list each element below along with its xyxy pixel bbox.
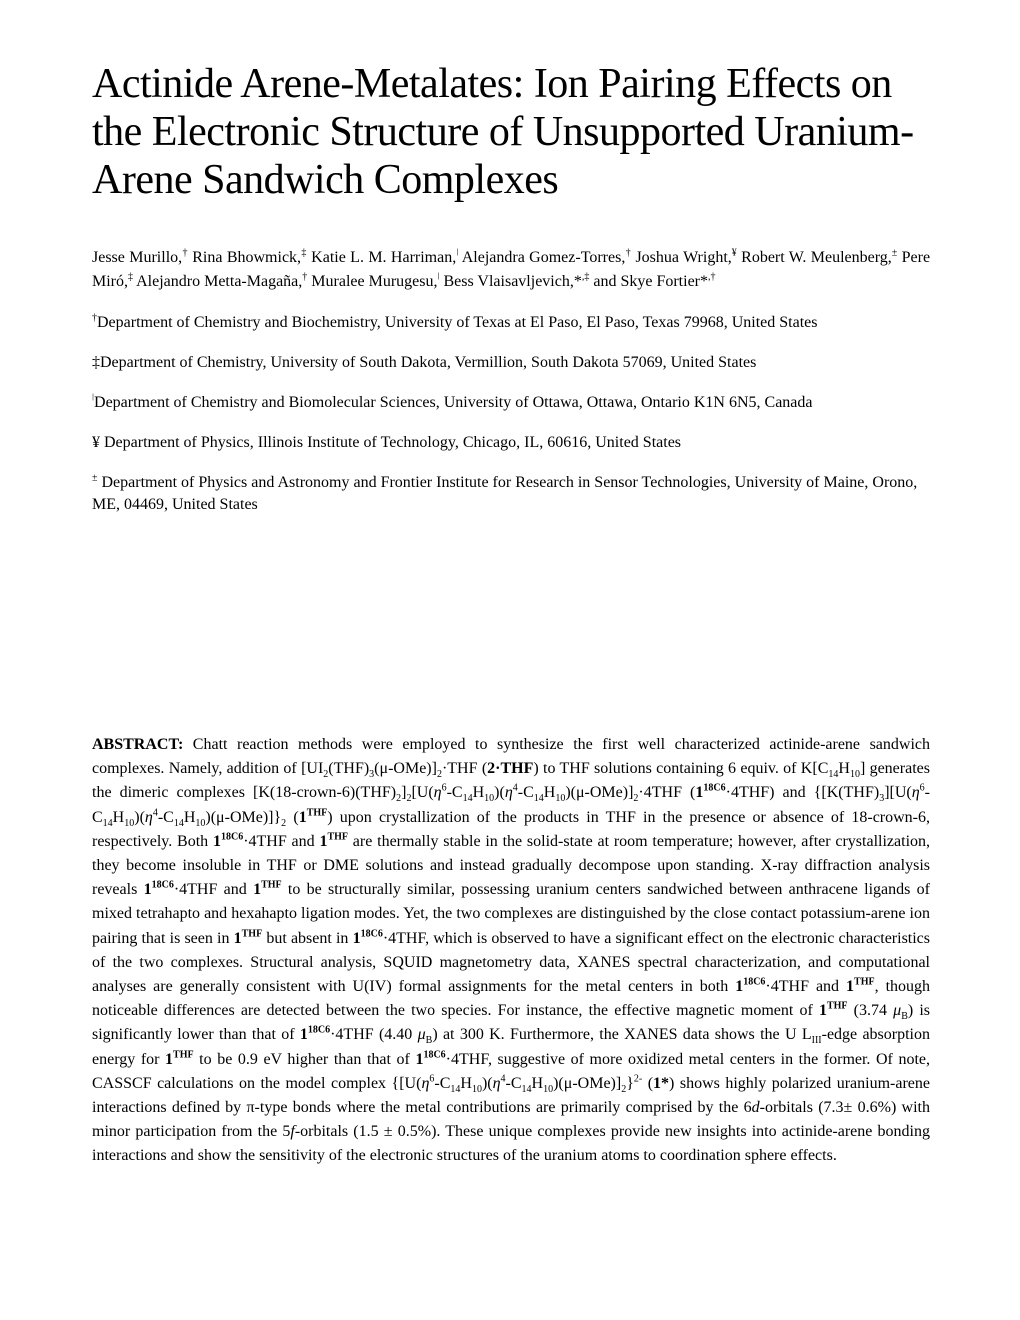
author: Pere Miró,‡ [92, 249, 931, 290]
author: Alejandro Metta-Magaña,† [136, 271, 308, 290]
author: and Skye Fortier*,† [593, 271, 716, 290]
author-list [92, 246, 930, 294]
affiliation: $^ǀ$Department of Chemistry and Biomolecular Sciences, University of Ottawa, Ottawa, Ontario K1N 6N5, Canada [92, 392, 813, 411]
author: Katie L. M. Harriman,$^ǀ$ [311, 247, 459, 266]
author: Rina Bhowmick,‡ [192, 247, 307, 266]
author: Bess Vlaisavljevich,*,‡ [443, 271, 590, 290]
affiliation: ¥ Department of Physics, Illinois Institute of Technology, Chicago, IL, 60616, United States [92, 434, 682, 451]
affiliation: ‡Department of Chemistry, University of South Dakota, Vermillion, South Dakota 57069, United States [92, 354, 757, 371]
author: Alejandra Gomez-Torres,† [461, 247, 632, 266]
affiliation: ± Department of Physics and Astronomy and Frontier Institute for Research in Sensor Technologies, University of Maine, Orono, ME, 04469, United States [92, 472, 918, 513]
author: Joshua Wright,¥ [635, 247, 737, 266]
abstract-paragraph: ABSTRACT: Chatt reaction methods were employed to synthesize the first well characterized actinide-arene sandwich complexes. Namely, addition of $[UI_2(THF)_3(\mu-OMe)]_2\cdot THF$ (2·THF) to THF solutions containing 6 equiv. of $K[C_{14}H_{10}]$ generates the dimeric complexes $[K(18-crown-6)(THF)_2]_2[U(\eta^6-C_{14}H_{10})(\eta^4-C_{14}H_{10})(\mu-OMe)]_2\cdot 4THF$ $(1^{18C6}\cdot 4THF)$ and $\{[K(THF)_3][U(\eta^6-C_{14}H_{10})(\eta^4-C_{14}H_{10})(\mu-OMe)]\}_2$ $(1^{THF})$ upon crystallization of the products in THF in the presence or absence of 18-crown-6, respectively. Both $1^{18C6}\cdot 4THF$ and $1^{THF}$ are thermally stable in the solid-state at room temperature; however, after crystallization, they become insoluble in THF or DME solutions and instead gradually decompose upon standing. X-ray diffraction analysis reveals $1^{18C6}\cdot 4THF$ and $1^{THF}$ to be structurally similar, possessing uranium centers sandwiched between anthracene ligands of mixed tetrahapto and hexahapto ligation modes. Yet, the two complexes are distinguished by the close contact potassium-arene ion pairing that is seen in $1^{THF}$ but absent in $1^{18C6}\cdot 4THF$, which is observed to have a significant effect on the electronic characteristics of the two complexes. Structural analysis, SQUID magnetometry data, XANES spectral characterization, and computational analyses are generally consistent with U(IV) formal assignments for the metal centers in both $1^{18C6}\cdot 4THF$ and $1^{THF}$, though noticeable differences are detected between the two species. For instance, the effective magnetic moment of $1^{THF}$ (3.74 $\mu_B$) is significantly lower than that of $1^{18C6}\cdot 4THF$ (4.40 $\mu_B$) at 300 K. Furthermore, the XANES data shows the U $L_{III}$-edge absorption energy for $1^{THF}$ to be 0.9 eV higher than that of $1^{18C6}\cdot 4THF$, suggestive of more oxidized metal centers in the former. Of note, CASSCF calculations on the model complex $\{[U(\eta^6-C_{14}H_{10})(\eta^4-C_{14}H_{10})(\mu-OMe)]_2\}^{2-}$ (1*) shows highly polarized uranium-arene interactions defined by π-type bonds where the metal contributions are primarily comprised by the 6d-orbitals (7.3± 0.6%) with minor participation from the 5f-orbitals (1.5 ± 0.5%). These unique complexes provide new insights into actinide-arene bonding interactions and show the sensitivity of the electronic structures of the uranium atoms to coordination sphere effects. [92, 736, 931, 1165]
paper-title: Actinide Arene-Metalates: Ion Pairing Effects on the Electronic Structure of Unsupported Uranium-Arene Sandwich Complexes [92, 61, 914, 203]
affiliation: †Department of Chemistry and Biochemistry, University of Texas at El Paso, El Paso, Texas 79968, United States [92, 312, 818, 331]
author: Jesse Murillo,† [92, 247, 188, 266]
paper-header [92, 60, 930, 516]
author: Muralee Murugesu,$^ǀ$ [311, 271, 440, 290]
abstract-label: ABSTRACT: [92, 736, 184, 753]
author: Robert W. Meulenberg,± [741, 247, 898, 266]
